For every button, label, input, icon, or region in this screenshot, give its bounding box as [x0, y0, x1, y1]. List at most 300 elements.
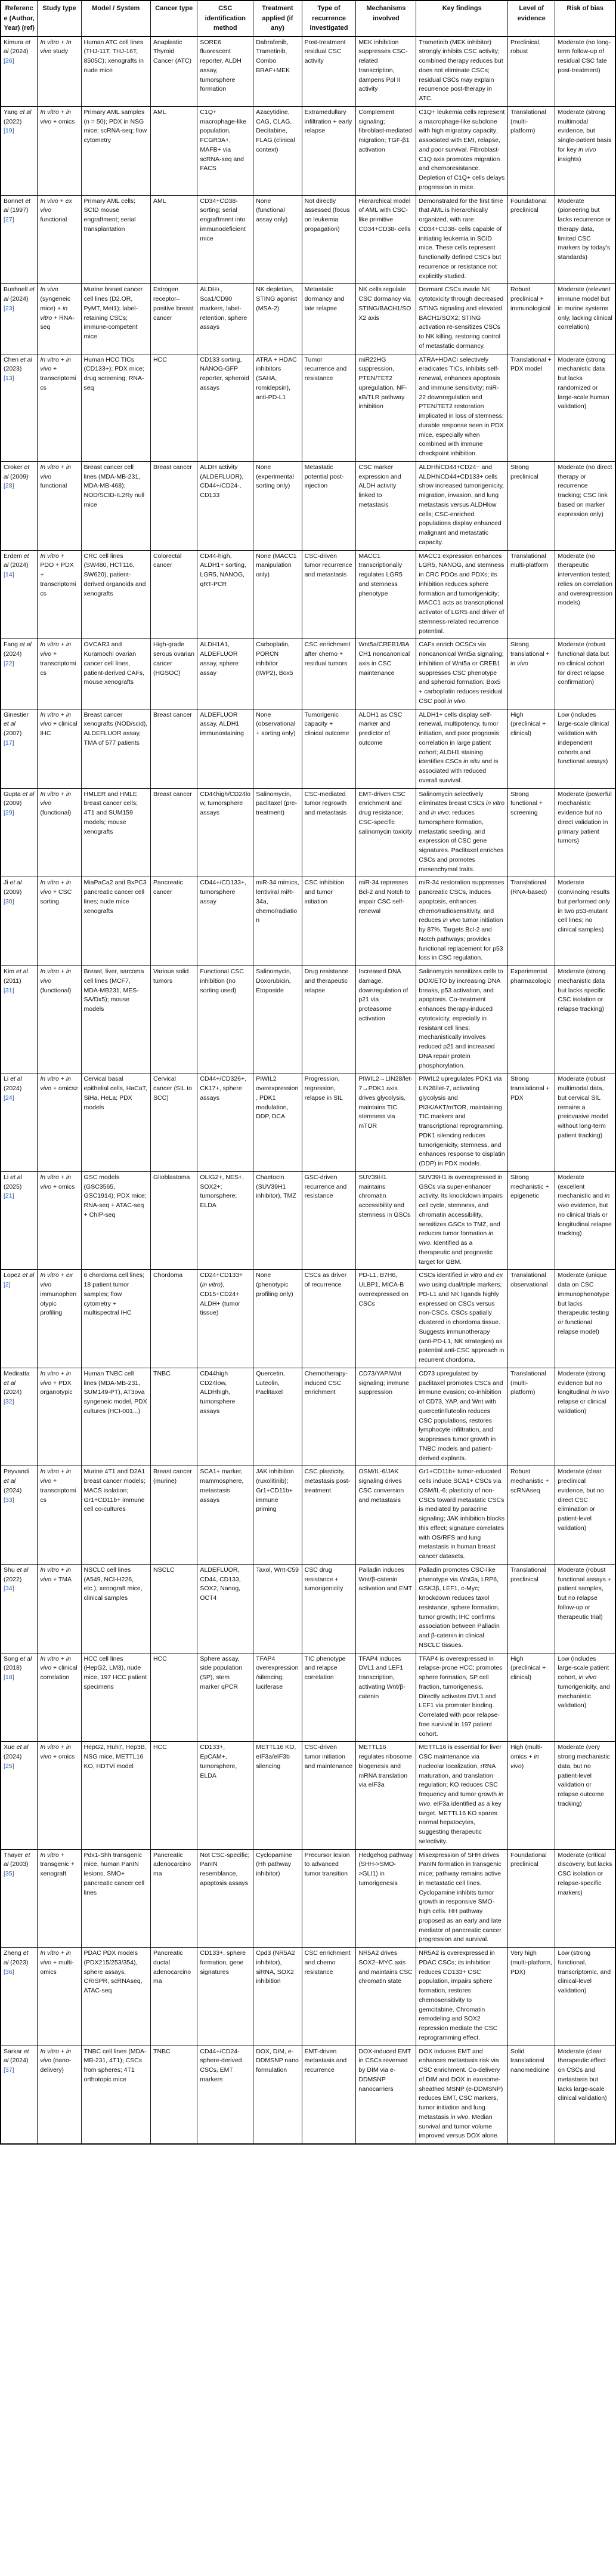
cell-model-system: NSCLC cell lines (A549, NCI-H226, etc.), xenograft mice, clinical samples	[81, 1564, 151, 1653]
cell-recurrence-type: Extramedullary infiltration + early relapse	[302, 106, 356, 195]
cell-model-system: HCC cell lines (HepG2, LM3), nude mice, 197 HCC patient specimens	[81, 1653, 151, 1742]
table-row	[1, 284, 615, 354]
cell-recurrence-type: EMT-driven metastasis and recurrence	[302, 2046, 356, 2144]
cell-csc-method: CD34+CD38- sorting; serial engraftment into immunodeficient mice	[197, 195, 253, 284]
cell-study-type: In vitro + in vivo + transcriptomics	[38, 639, 81, 709]
cell-study-type: In vitro + In vivo study	[38, 36, 81, 107]
cell-treatment: Carboplatin, PORCN inhibitor (IWP2), Box5	[253, 639, 302, 709]
cell-cancer-type: Estrogen receptor–positive breast cancer	[151, 284, 197, 354]
cell-treatment: Dabrafenib, Trametinib, Combo BRAF+MEK	[253, 36, 302, 107]
cell-treatment: PIWIL2 overexpression, PDK1 modulation, DDP, DCA	[253, 1073, 302, 1172]
cell-treatment: None (functional assay only)	[253, 195, 302, 284]
cell-csc-method: CD44+/CD24- sphere-derived CSCs, EMT markers	[197, 2046, 253, 2144]
cell-recurrence-type: Metastatic dormancy and late relapse	[302, 284, 356, 354]
cell-mechanisms: miR22HG suppression, PTEN/TET2 upregulation, NF-κB/TLR pathway inhibition	[356, 354, 416, 461]
cell-recurrence-type: CSC enrichment and chemo resistance	[302, 1948, 356, 2046]
cell-key-findings: Demonstrated for the first time that AML is hierarchically organized, with rare CD34+CD38- cells capable of initiating leukemia in SCID mice. These cells represent functionally defined CSCs but recurrence or resistance not explicitly studied.	[416, 195, 508, 284]
table-row	[1, 1073, 615, 1172]
cell-level-of-evidence: Translational (multi-platform)	[508, 106, 555, 195]
cell-study-type: In vitro + in vivo + clinical IHC	[38, 709, 81, 788]
cell-risk-of-bias: Moderate (no long-term follow-up of residual CSC fate post-treatment)	[555, 36, 615, 107]
cell-level-of-evidence: Robust mechanistic + scRNAseq	[508, 1466, 555, 1565]
cell-level-of-evidence: Foundational preclinical	[508, 1849, 555, 1948]
col-header-recurrence-type: Type of recurrence investigated	[302, 1, 356, 36]
cell-csc-method: CD44+/CD326+, CK17+, sphere assays	[197, 1073, 253, 1172]
cell-model-system: Breast cancer xenografts (NOD/scid), ALDEFLUOR assay, TMA of 577 patients	[81, 709, 151, 788]
cell-treatment: NK depletion, STING agonist (MSA-2)	[253, 284, 302, 354]
cell-recurrence-type: CSC drug resistance + tumorigenicity	[302, 1564, 356, 1653]
cell-cancer-type: Breast cancer	[151, 709, 197, 788]
cell-level-of-evidence: Translational multi-platform	[508, 550, 555, 639]
cell-reference: Yang et al (2022) [19]	[1, 106, 38, 195]
cell-risk-of-bias: Moderate (critical discovery, but lacks CSC isolation or relapse-specific markers)	[555, 1849, 615, 1948]
table-row	[1, 639, 615, 709]
table-body	[1, 36, 615, 2145]
cell-mechanisms: NR5A2 drives SOX2–MYC axis and maintains CSC chromatin state	[356, 1948, 416, 2046]
col-header-reference: Reference (Author, Year) (ref)	[1, 1, 38, 36]
cell-cancer-type: High-grade serous ovarian cancer (HGSOC)	[151, 639, 197, 709]
table-row	[1, 106, 615, 195]
cell-key-findings: CSCs identified in vitro and ex vivo using dual/triple markers; PD-L1 and NK ligands highly expressed on CSCs versus non-CSCs. CSCs spatially clustered in chordoma tissue. Suggests immunotherapy (anti-PD-L1, NK strategies) as potential anti-CSC approach in recurrent chordoma.	[416, 1270, 508, 1368]
cell-csc-method: CD44-high, ALDH1+ sorting, LGR5, NANOG, qRT-PCR	[197, 550, 253, 639]
cell-mechanisms: miR-34 represses Bcl-2 and Notch to impair CSC self-renewal	[356, 877, 416, 966]
cell-study-type: In vitro + transgenic + xenograft	[38, 1849, 81, 1948]
table-header	[1, 1, 615, 36]
cell-treatment: None (observational + sorting only)	[253, 709, 302, 788]
reference-link[interactable]: [33]	[4, 1496, 14, 1504]
cell-mechanisms: SUV39H1 maintains chromatin accessibility and stemness in GSCs	[356, 1171, 416, 1270]
cell-cancer-type: Breast cancer (murine)	[151, 1466, 197, 1565]
cell-study-type: In vivo + ex vivo functional	[38, 195, 81, 284]
cell-model-system: Breast cancer cell lines (MDA-MB-231, MDA-MB-468); NOD/SCID-IL2Ry null mice	[81, 461, 151, 550]
col-header-level-of-evidence: Level of evidence	[508, 1, 555, 36]
cell-recurrence-type: TIC phenotype and relapse correlation	[302, 1653, 356, 1742]
header-row	[1, 1, 615, 36]
cell-cancer-type: Breast cancer	[151, 788, 197, 877]
cell-csc-method: Functional CSC inhibition (no sorting used)	[197, 966, 253, 1073]
cell-csc-method: CD133+, sphere formation, gene signatures	[197, 1948, 253, 2046]
cell-model-system: Pdx1-Shh transgenic mice, human PanIN lesions, SMO+ pancreatic cancer cell lines	[81, 1849, 151, 1948]
cell-reference: Fang et al (2024) [22]	[1, 639, 38, 709]
cell-recurrence-type: CSC-driven tumor initiation and maintenance	[302, 1742, 356, 1849]
cell-cancer-type: Anaplastic Thyroid Cancer (ATC)	[151, 36, 197, 107]
table-row	[1, 1466, 615, 1565]
cell-mechanisms: Complement signaling; fibroblast-mediated migration; TGF-β1 activation	[356, 106, 416, 195]
table-row	[1, 1368, 615, 1466]
cell-model-system: Cervical basal epithelial cells, HaCaT, SiHa, HeLa; PDX models	[81, 1073, 151, 1172]
cell-level-of-evidence: Strong functional + screening	[508, 788, 555, 877]
cell-risk-of-bias: Moderate (strong multimodal evidence, but single-patient basis for key in vivo insights)	[555, 106, 615, 195]
cell-reference: Bushnell et al (2024) [23]	[1, 284, 38, 354]
cell-study-type: In vitro + in vivo + transcriptomics	[38, 1466, 81, 1565]
table-row	[1, 966, 615, 1073]
cell-level-of-evidence: Strong mechanistic + epigenetic	[508, 1171, 555, 1270]
reference-link[interactable]: [29]	[4, 809, 14, 816]
cell-study-type: In vitro + ex vivo immunophenotypic profiling	[38, 1270, 81, 1368]
cell-key-findings: NR5A2 is overexpressed in PDAC CSCs; its inhibition reduces CD133+ CSC population, impairs sphere formation, restores chemosensitivity to gemcitabine. Chromatin remodeling and SOX2 repression mediate the CSC reprogramming effect.	[416, 1948, 508, 2046]
cell-recurrence-type: CSC enrichment after chemo + residual tumors	[302, 639, 356, 709]
cell-csc-method: CD24+CD133+ (in vitro), CD15+CD24+ ALDH+ (tumor tissue)	[197, 1270, 253, 1368]
cell-treatment: None (phenotypic profiling only)	[253, 1270, 302, 1368]
cell-study-type: In vitro + in vivo (functional)	[38, 966, 81, 1073]
cell-risk-of-bias: Moderate (no therapeutic intervention tested; relies on correlation and overexpression models)	[555, 550, 615, 639]
cell-risk-of-bias: Moderate (robust functional data but no clinical cohort for direct relapse confirmation)	[555, 639, 615, 709]
cell-level-of-evidence: Strong translational + in vivo	[508, 639, 555, 709]
cell-mechanisms: TFAP4 induces DVL1 and LEF1 transcription, activating Wnt/β-catenin	[356, 1653, 416, 1742]
cell-study-type: In vitro + in vivo + multi-omics	[38, 1948, 81, 2046]
cell-model-system: Primary AML cells; SCID mouse engraftment; serial transplantation	[81, 195, 151, 284]
cell-mechanisms: NK cells regulate CSC dormancy via STING/BACH1/SOX2 axis	[356, 284, 416, 354]
cell-key-findings: SUV39H1 is overexpressed in GSCs via super-enhancer activity. Its knockdown impairs cell cycle, stemness, and chromatin accessibility, sensitizes GSCs to TMZ, and reduces tumor formation in vivo. Identified as a therapeutic and prognostic target for GBM.	[416, 1171, 508, 1270]
cell-level-of-evidence: Solid translational nanomedicine	[508, 2046, 555, 2144]
cell-risk-of-bias: Moderate (pioneering but lacks recurrence or therapy data, limited CSC markers by today's standards)	[555, 195, 615, 284]
table-row	[1, 1742, 615, 1849]
cell-mechanisms: Palladin induces Wnt/β-catenin activation and EMT	[356, 1564, 416, 1653]
cell-model-system: CRC cell lines (SW480, HCT116, SW620), patient-derived organoids and xenografts	[81, 550, 151, 639]
cell-risk-of-bias: Low (includes large-scale clinical validation with independent cohorts and functional assays)	[555, 709, 615, 788]
cell-risk-of-bias: Moderate (unique data on CSC immunophenotype but lacks therapeutic testing or functional relapse model)	[555, 1270, 615, 1368]
cell-key-findings: MACC1 expression enhances LGR5, NANOG, and stemness in CRC PDOs and PDXs; its inhibition reduces sphere formation and tumorigenicity; MACC1 acts as transcriptional activator of LGR5 and driver of stemness-related recurrence potential.	[416, 550, 508, 639]
cell-key-findings: Gr1+CD11b+ tumor-educated cells induce SCA1+ CSCs via OSM/IL-6; plasticity of non-CSCs toward metastatic CSCs is mediated by paracrine signaling; JAK inhibition blocks this effect; signature correlates with OS/RFS and lung metastasis in human breast cancer datasets.	[416, 1466, 508, 1565]
reference-link[interactable]: [26]	[4, 57, 14, 64]
table-row	[1, 1564, 615, 1653]
cell-cancer-type: HCC	[151, 354, 197, 461]
cell-study-type: In vitro + in vivo + TMA	[38, 1564, 81, 1653]
cell-recurrence-type: CSC plasticity, metastasis post-treatment	[302, 1466, 356, 1565]
cell-level-of-evidence: Translational (multi-platform)	[508, 1368, 555, 1466]
cell-csc-method: SORE6 fluorescent reporter, ALDH assay, tumorsphere formation	[197, 36, 253, 107]
cell-model-system: Human ATC cell lines (THJ-11T, THJ-16T, 8505C); xenografts in nude mice	[81, 36, 151, 107]
cell-level-of-evidence: Translational (RNA-based)	[508, 877, 555, 966]
cell-key-findings: Misexpression of SHH drives PanIN formation in transgenic mice; pathway remains active in metastatic cell lines. Cyclopamine inhibits tumor growth in responsive SMO-high cells. HH pathway proposed as an early and late mediator of pancreatic cancer progression and survival.	[416, 1849, 508, 1948]
cell-study-type: In vitro + in vivo + PDX organotypic	[38, 1368, 81, 1466]
cell-study-type: In vitro + in vivo + omics	[38, 1742, 81, 1849]
cell-recurrence-type: CSCs as driver of recurrence	[302, 1270, 356, 1368]
reference-link[interactable]: [37]	[4, 2066, 14, 2074]
cell-treatment: JAK inhibition (ruxolitinib); Gr1+CD11b+ immune priming	[253, 1466, 302, 1565]
cell-csc-method: OLIG2+, NES+, SOX2+; tumorsphere; ELDA	[197, 1171, 253, 1270]
reference-link[interactable]: [22]	[4, 659, 14, 667]
reference-link[interactable]: [32]	[4, 1398, 14, 1405]
cell-risk-of-bias: Moderate (powerful mechanistic evidence but no direct validation in primary patient tumors)	[555, 788, 615, 877]
cell-cancer-type: AML	[151, 106, 197, 195]
cell-csc-method: CD44high/CD24low, tumorsphere assays	[197, 788, 253, 877]
cell-mechanisms: CD73/YAP/Wnt signaling; immune suppression	[356, 1368, 416, 1466]
cell-study-type: In vitro + in vivo + transcriptomics	[38, 354, 81, 461]
cell-risk-of-bias: Moderate (relevant immune model but in murine systems only, lacking clinical correlation)	[555, 284, 615, 354]
cell-key-findings: Dormant CSCs evade NK cytotoxicity through decreased STING signaling and elevated BACH1/SOX2; STING activation re-sensitizes CSCs to NK killing, restoring control of metastatic dormancy.	[416, 284, 508, 354]
cell-mechanisms: Hedgehog pathway (SHH->SMO->GLI1) in tumorigenesis	[356, 1849, 416, 1948]
cell-reference: Chen et al (2023) [13]	[1, 354, 38, 461]
table-row	[1, 788, 615, 877]
cell-recurrence-type: Precursor lesion to advanced tumor transition	[302, 1849, 356, 1948]
cell-key-findings: Salinomycin selectively eliminates breast CSCs in vitro and in vivo; reduces tumorsphere formation, metastatic seeding, and expression of CSC gene signatures. Paclitaxel enriches CSCs and promotes mesenchymal traits.	[416, 788, 508, 877]
cell-csc-method: ALDH1A1, ALDEFLUOR assay, sphere assay	[197, 639, 253, 709]
cell-csc-method: C1Q+ macrophage-like population, FCGR3A+, MAFB+ via scRNA-seq and FACS	[197, 106, 253, 195]
cell-treatment: Salinomycin, Doxorubicin, Etoposide	[253, 966, 302, 1073]
cell-risk-of-bias: Moderate (strong mechanistic data but lacks randomized or large-scale human validation)	[555, 354, 615, 461]
cell-risk-of-bias: Moderate (convincing results but performed only in two p53-mutant cell lines; no clinical samples)	[555, 877, 615, 966]
cell-recurrence-type: Post-treatment residual CSC activity	[302, 36, 356, 107]
cell-risk-of-bias: Low (includes large-scale patient cohort, in vivo tumorigenicity, and mechanistic validation)	[555, 1653, 615, 1742]
reference-link[interactable]: [2]	[4, 1281, 11, 1288]
cell-study-type: In vitro + in vivo + CSC sorting	[38, 877, 81, 966]
cell-key-findings: METTL16 is essential for liver CSC maintenance via nucleolar localization, rRNA maturation, and translation regulation; KO reduces CSC frequency and tumor growth in vivo. eIF3a identified as a key target. METTL16 KO spares normal hepatocytes, suggesting therapeutic selectivity.	[416, 1742, 508, 1849]
cell-study-type: In vitro + in vivo + omicsz	[38, 1073, 81, 1172]
cell-csc-method: ALDH+, Sca1/CD90 markers, label-retention, sphere assays	[197, 284, 253, 354]
cell-cancer-type: TNBC	[151, 1368, 197, 1466]
cell-treatment: Cyclopamine (Hh pathway inhibitor)	[253, 1849, 302, 1948]
cell-level-of-evidence: Translational preclinical	[508, 1564, 555, 1653]
cell-csc-method: ALDEFLUOR, CD44, CD133, SOX2, Nanog, OCT4	[197, 1564, 253, 1653]
col-header-risk-of-bias: Risk of bias	[555, 1, 615, 36]
cell-reference: Ji et al (2009) [30]	[1, 877, 38, 966]
cell-level-of-evidence: Foundational preclinical	[508, 195, 555, 284]
cell-key-findings: Trametinib (MEK inhibitor) strongly inhibits CSC activity; combined therapy reduces but does not eliminate CSCs; residual CSCs may explain recurrence post-therapy in ATC.	[416, 36, 508, 107]
table-row	[1, 1653, 615, 1742]
cell-model-system: HepG2, Huh7, Hep3B, NSG mice, METTL16 KO, HDTVi model	[81, 1742, 151, 1849]
col-header-cancer-type: Cancer type	[151, 1, 197, 36]
cell-cancer-type: Colorectal cancer	[151, 550, 197, 639]
cell-cancer-type: TNBC	[151, 2046, 197, 2144]
cell-treatment: METTL16 KO, eIF3a/eIF3b silencing	[253, 1742, 302, 1849]
cell-risk-of-bias: Moderate (no direct therapy or recurrence tracking; CSC link based on marker expression only)	[555, 461, 615, 550]
cell-level-of-evidence: High (preclinical + clinical)	[508, 1653, 555, 1742]
reference-link[interactable]: [34]	[4, 1585, 14, 1593]
cell-model-system: OVCAR3 and Kuramochi ovarian cancer cell lines, patient-derived CAFs, mouse xenografts	[81, 639, 151, 709]
cell-recurrence-type: Tumorigenic capacity + clinical outcome	[302, 709, 356, 788]
reference-link[interactable]: [31]	[4, 986, 14, 994]
cell-cancer-type: Chordoma	[151, 1270, 197, 1368]
cell-model-system: Murine breast cancer cell lines (D2.OR, PyMT, Met1); label-retaining CSCs; immune-competent mice	[81, 284, 151, 354]
table-row	[1, 461, 615, 550]
reference-link[interactable]: [13]	[4, 375, 14, 382]
cell-reference: Song et al (2018) [18]	[1, 1653, 38, 1742]
cell-mechanisms: DOX-induced EMT in CSCs reversed by DIM via e-DDMSNP nanocarriers	[356, 2046, 416, 2144]
reference-link[interactable]: [27]	[4, 216, 14, 223]
cell-cancer-type: AML	[151, 195, 197, 284]
cell-treatment: Cpd3 (NR5A2 inhibitor), siRNA, SOX2 inhibition	[253, 1948, 302, 2046]
cell-level-of-evidence: High (preclinical + clinical)	[508, 709, 555, 788]
cell-treatment: None (experimental sorting only)	[253, 461, 302, 550]
table-row	[1, 1948, 615, 2046]
table-row	[1, 2046, 615, 2144]
cell-model-system: Human HCC TICs (CD133+); PDX mice; drug screening; RNA-seq	[81, 354, 151, 461]
reference-link[interactable]: [14]	[4, 571, 14, 578]
cell-reference: Li et al (2024) [24]	[1, 1073, 38, 1172]
cell-reference: Li et al (2025) [21]	[1, 1171, 38, 1270]
cell-key-findings: miR-34 restoration suppresses pancreatic CSCs, induces apoptosis, enhances chemo/radiosensitivity, and reduces in vivo tumor initiation by 87%. Targets Bcl-2 and Notch pathways; provides functional replacement for p53 loss in CSC regulation.	[416, 877, 508, 966]
cell-csc-method: CD133 sorting, NANOG-GFP reporter, spheroid assays	[197, 354, 253, 461]
cell-key-findings: CD73 upregulated by paclitaxel promotes CSCs and immune evasion; co-inhibition of CD73, YAP, and Wnt with quercetin/luteolin reduces CSC populations, restores lymphocyte infiltration, and suppresses tumor growth in TNBC models and patient-derived explants.	[416, 1368, 508, 1466]
cell-recurrence-type: Metastatic potential post-injection	[302, 461, 356, 550]
cell-mechanisms: OSM/IL-6/JAK signaling drives CSC conversion and metastasis	[356, 1466, 416, 1565]
cell-key-findings: Palladin promotes CSC-like phenotype via Wnt3a, LRP6, GSK3β, LEF1, c-Myc; knockdown reduces taxol resistance, sphere formation, tumor growth; IHC confirms association between Palladin and β-catenin in clinical NSCLC tissues.	[416, 1564, 508, 1653]
cell-mechanisms: ALDH1 as CSC marker and predictor of outcome	[356, 709, 416, 788]
cell-level-of-evidence: High (multi-omics + in vivo)	[508, 1742, 555, 1849]
cell-recurrence-type: CSC-driven tumor recurrence and metastasis	[302, 550, 356, 639]
cell-risk-of-bias: Moderate (strong evidence but no longitudinal in vivo relapse or clinical validation)	[555, 1368, 615, 1466]
cell-recurrence-type: GSC-driven recurrence and resistance	[302, 1171, 356, 1270]
cell-level-of-evidence: Experimental pharmacologic	[508, 966, 555, 1073]
cell-reference: Mediratta et al (2024) [32]	[1, 1368, 38, 1466]
cell-treatment: ATRA + HDAC inhibitors (SAHA, romidepsin), anti-PD-L1	[253, 354, 302, 461]
cell-treatment: TFAP4 overexpression/silencing, luciferase	[253, 1653, 302, 1742]
cell-recurrence-type: Progression, regression, relapse in SIL	[302, 1073, 356, 1172]
reference-link[interactable]: [18]	[4, 1674, 14, 1681]
cell-model-system: Primary AML samples (n = 50); PDX in NSG mice; scRNA-seq; flow cytometry	[81, 106, 151, 195]
cell-reference: Erdem et al (2024) [14]	[1, 550, 38, 639]
cell-csc-method: SCA1+ marker, mammosphere, metastasis assays	[197, 1466, 253, 1565]
cell-recurrence-type: Tumor recurrence and resistance	[302, 354, 356, 461]
cell-mechanisms: MACC1 transcriptionally regulates LGR5 and stemness phenotype	[356, 550, 416, 639]
cell-cancer-type: NSCLC	[151, 1564, 197, 1653]
col-header-study-type: Study type	[38, 1, 81, 36]
cell-model-system: PDAC PDX models (PDX215/253/354), sphere assays, CRISPR, scRNAseq, ATAC-seq	[81, 1948, 151, 2046]
cell-cancer-type: Cervical cancer (SIL to SCC)	[151, 1073, 197, 1172]
cell-csc-method: Not CSC-specific; PanIN resemblance, apoptosis assays	[197, 1849, 253, 1948]
cell-model-system: Human TNBC cell lines (MDA-MB-231, SUM149-PT), AT3ova syngeneic model, PDX cultures (HCI-001...)	[81, 1368, 151, 1466]
cell-study-type: In vitro + in vivo + clinical correlation	[38, 1653, 81, 1742]
table-row	[1, 1849, 615, 1948]
cell-risk-of-bias: Moderate (excellent mechanistic and in vivo evidence, but no clinical trials or longitudinal relapse tracking)	[555, 1171, 615, 1270]
reference-link[interactable]: [36]	[4, 1968, 14, 1976]
reference-link[interactable]: [25]	[4, 1762, 14, 1770]
reference-link[interactable]: [23]	[4, 304, 14, 312]
cell-reference: Zheng et al (2023) [36]	[1, 1948, 38, 2046]
col-header-key-findings: Key findings	[416, 1, 508, 36]
cell-mechanisms: EMT-driven CSC enrichment and drug resistance; CSC-specific salinomycin toxicity	[356, 788, 416, 877]
cell-cancer-type: Breast cancer	[151, 461, 197, 550]
cell-level-of-evidence: Translational + PDX model	[508, 354, 555, 461]
cell-key-findings: Salinomycin sensitizes cells to DOX/ETO by increasing DNA breaks, p53 activation, and apoptosis. Co-treatment enhances therapy-induced cytotoxicity, especially in resistant cell lines; mechanistically involves reduced p21 and increased DNA repair protein phosphorylation.	[416, 966, 508, 1073]
cell-key-findings: PIWIL2 upregulates PDK1 via LIN28/let-7, activating glycolysis and PI3K/AKT/mTOR, maintaining TIC markers and transcriptional reprogramming. PDK1 silencing reduces tumorigenicity, stemness, and enhances response to cisplatin (DDP) in PDX models.	[416, 1073, 508, 1172]
cell-model-system: TNBC cell lines (MDA-MB-231, 4T1); CSCs from spheres; 4T1 orthotopic mice	[81, 2046, 151, 2144]
cell-treatment: miR-34 mimics, lentiviral miR-34a, chemo/radiation	[253, 877, 302, 966]
reference-link[interactable]: [24]	[4, 1094, 14, 1102]
cell-reference: Kim et al (2011) [31]	[1, 966, 38, 1073]
cell-model-system: MiaPaCa2 and BxPC3 pancreatic cancer cell lines; nude mice xenografts	[81, 877, 151, 966]
cell-csc-method: ALDEFLUOR assay, ALDH1 immunostaining	[197, 709, 253, 788]
cell-model-system: Murine 4T1 and D2A1 breast cancer models; MACS isolation; Gr1+CD11b+ immune cell co-cultures	[81, 1466, 151, 1565]
cell-treatment: None (MACC1 manipulation only)	[253, 550, 302, 639]
table-row	[1, 195, 615, 284]
cell-risk-of-bias: Moderate (clear therapeutic effect on CSCs and metastasis but lacks large-scale clinical validation)	[555, 2046, 615, 2144]
reference-link[interactable]: [28]	[4, 482, 14, 490]
cell-risk-of-bias: Moderate (robust multimodal data, but cervical SIL remains a preinvasive model without long-term patient tracking)	[555, 1073, 615, 1172]
cell-study-type: In vitro + in vivo + omics	[38, 106, 81, 195]
cell-study-type: In vitro + in vivo functional	[38, 461, 81, 550]
cell-reference: Kimura et al (2024) [26]	[1, 36, 38, 107]
reference-link[interactable]: [30]	[4, 897, 14, 905]
cell-level-of-evidence: Very high (multi-platform, PDX)	[508, 1948, 555, 2046]
cell-reference: Lopez et al [2]	[1, 1270, 38, 1368]
cell-risk-of-bias: Moderate (strong mechanistic data but lacks specific CSC isolation or relapse tracking)	[555, 966, 615, 1073]
cell-csc-method: ALDH activity (ALDEFLUOR), CD44+/CD24-, CD133	[197, 461, 253, 550]
reference-link[interactable]: [19]	[4, 127, 14, 135]
cell-csc-method: CD44high CD24low, ALDHhigh, tumorsphere assays	[197, 1368, 253, 1466]
table-row	[1, 36, 615, 107]
cell-cancer-type: HCC	[151, 1742, 197, 1849]
cell-risk-of-bias: Moderate (robust functional assays + patient samples, but no relapse follow-up or therapeutic trial)	[555, 1564, 615, 1653]
cell-treatment: DOX, DIM, e-DDMSNP nano formulation	[253, 2046, 302, 2144]
cell-level-of-evidence: Strong translational + PDX	[508, 1073, 555, 1172]
cell-level-of-evidence: Translational observational	[508, 1270, 555, 1368]
col-header-mechanisms: Mechanisms involved	[356, 1, 416, 36]
cell-level-of-evidence: Preclinical, robust	[508, 36, 555, 107]
cell-recurrence-type: CSC-mediated tumor regrowth and metastasis	[302, 788, 356, 877]
cell-cancer-type: HCC	[151, 1653, 197, 1742]
cell-csc-method: Sphere assay, side population (SP), stem marker qPCR	[197, 1653, 253, 1742]
table-row	[1, 1270, 615, 1368]
cell-reference: Croker et al (2009) [28]	[1, 461, 38, 550]
cell-treatment: Salinomycin, paclitaxel (pre-treatment)	[253, 788, 302, 877]
cell-reference: Sarkar et al (2024) [37]	[1, 2046, 38, 2144]
cell-mechanisms: Increased DNA damage, downregulation of p21 via proteasome activation	[356, 966, 416, 1073]
cell-treatment: Quercetin, Luteolin, Paclitaxel	[253, 1368, 302, 1466]
cell-key-findings: ALDH1+ cells display self-renewal, multipotency, tumor initiation, and poor prognosis correlation in large patient cohort; ALDH1 staining identifies CSCs in situ and is associated with reduced overall survival.	[416, 709, 508, 788]
cell-treatment: Chaetocin (SUV39H1 inhibitor), TMZ	[253, 1171, 302, 1270]
reference-link[interactable]: [35]	[4, 1870, 14, 1877]
table-row	[1, 709, 615, 788]
cell-key-findings: C1Q+ leukemia cells represent a macrophage-like subclone with high migratory capacity; associated with EMI, relapse, and poor survival. Fibroblast-C1Q axis promotes migration and chemoresistance. Depletion of C1Q+ cells delays progression in mice.	[416, 106, 508, 195]
cell-reference: Bonnet et al (1997) [27]	[1, 195, 38, 284]
cell-reference: Thayer et al (2003) [35]	[1, 1849, 38, 1948]
cell-level-of-evidence: Strong preclinical	[508, 461, 555, 550]
cell-cancer-type: Pancreatic ductal adenocarcinoma	[151, 1948, 197, 2046]
cell-model-system: HMLER and HMLE breast cancer cells; 4T1 and SUM159 models; mouse xenografts	[81, 788, 151, 877]
cell-model-system: 6 chordoma cell lines; 18 patient tumor samples; flow cytometry + multispectral IHC	[81, 1270, 151, 1368]
cell-treatment: Taxol, Wnt-C59	[253, 1564, 302, 1653]
cell-risk-of-bias: Moderate (clear preclinical evidence, but no direct CSC elimination or patient-level validation)	[555, 1466, 615, 1565]
cell-mechanisms: METTL16 regulates ribosome biogenesis and mRNA translation via eIF3a	[356, 1742, 416, 1849]
cell-study-type: In vivo (syngeneic mice) + in vitro + RNA-seq	[38, 284, 81, 354]
cell-reference: Gupta et al (2009) [29]	[1, 788, 38, 877]
table-row	[1, 550, 615, 639]
table-row	[1, 877, 615, 966]
cell-mechanisms: MEK inhibition suppresses CSC-related transcription, dampens Pol II activity	[356, 36, 416, 107]
col-header-csc-method: CSC identification method	[197, 1, 253, 36]
cell-recurrence-type: Drug resistance and therapeutic relapse	[302, 966, 356, 1073]
cell-mechanisms: Wnt5a/CREB1/BACH1 noncanonical axis in CSC maintenance	[356, 639, 416, 709]
cell-reference: Ginestier et al (2007) [17]	[1, 709, 38, 788]
cell-recurrence-type: Not directly assessed (focus on leukemia propagation)	[302, 195, 356, 284]
cell-cancer-type: Glioblastoma	[151, 1171, 197, 1270]
cell-csc-method: CD133+, EpCAM+, tumorsphere, ELDA	[197, 1742, 253, 1849]
col-header-treatment: Treatment applied (if any)	[253, 1, 302, 36]
cell-mechanisms: PIWIL2→LIN28/let-7→PDK1 axis drives glycolysis, maintains TIC stemness via mTOR	[356, 1073, 416, 1172]
cell-cancer-type: Various solid tumors	[151, 966, 197, 1073]
cell-reference: Shu et al (2022) [34]	[1, 1564, 38, 1653]
cell-risk-of-bias: Low (strong functional, transcriptomic, and clinical-level validation)	[555, 1948, 615, 2046]
cell-level-of-evidence: Robust preclinical + immunological	[508, 284, 555, 354]
table-row	[1, 1171, 615, 1270]
cell-key-findings: ALDHhiCD44+CD24− and ALDHhiCD44+CD133+ cells show increased tumorigenicity, migration, invasion, and lung metastasis versus ALDHlow cells; CSC-enriched populations display enhanced malignant and metastatic capacity.	[416, 461, 508, 550]
cell-recurrence-type: Chemotherapy-induced CSC enrichment	[302, 1368, 356, 1466]
cell-cancer-type: Pancreatic adenocarcinoma	[151, 1849, 197, 1948]
table-row	[1, 354, 615, 461]
reference-link[interactable]: [17]	[4, 739, 14, 746]
cell-recurrence-type: CSC inhibition and tumor initiation	[302, 877, 356, 966]
reference-link[interactable]: [21]	[4, 1192, 14, 1200]
cell-reference: Xue et al (2024) [25]	[1, 1742, 38, 1849]
cell-cancer-type: Pancreatic cancer	[151, 877, 197, 966]
cell-risk-of-bias: Moderate (very strong mechanistic data, but no patient-level validation or relapse outcome tracking)	[555, 1742, 615, 1849]
cell-mechanisms: CSC marker expression and ALDH activity linked to metastasis	[356, 461, 416, 550]
cell-csc-method: CD44+/CD133+, tumorsphere assay	[197, 877, 253, 966]
cell-mechanisms: PD-L1, B7H6, ULBP1, MICA-B overexpressed on CSCs	[356, 1270, 416, 1368]
cell-treatment: Azacytidine, CAG, CLAG, Decitabine, FLAG (clinical context)	[253, 106, 302, 195]
